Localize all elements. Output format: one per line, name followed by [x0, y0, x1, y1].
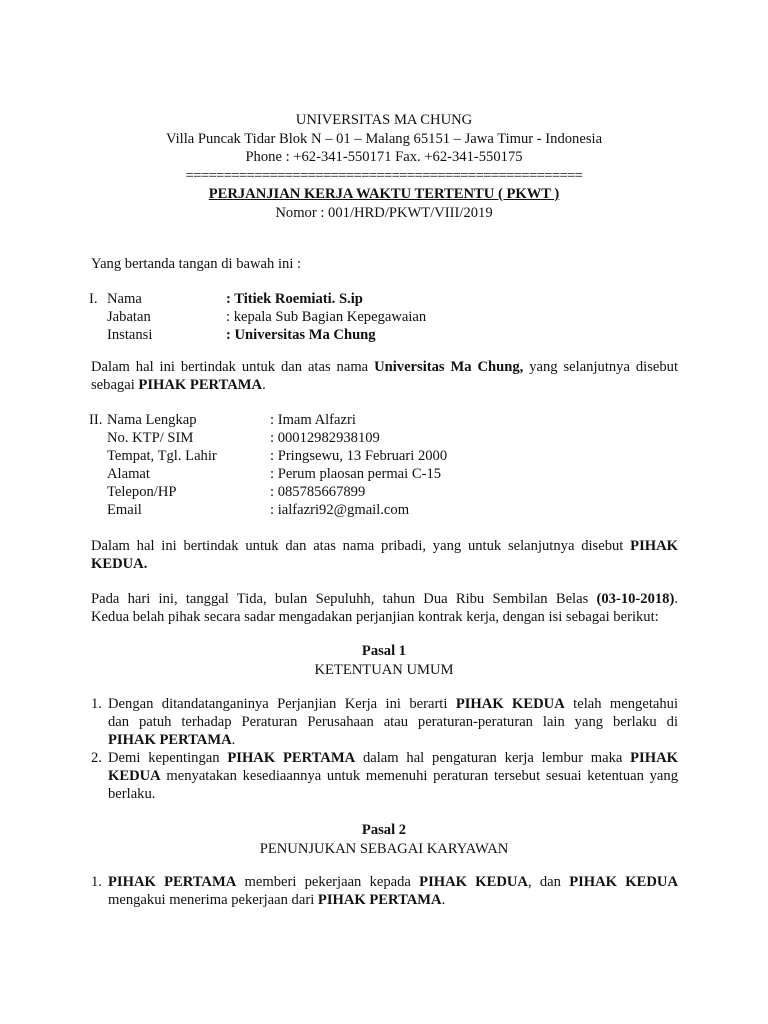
party-one-label-name: Nama [107, 291, 142, 307]
party-two-value-email: : ialfazri92@gmail.com [270, 502, 410, 518]
item-text: . [231, 732, 236, 748]
statement-text: yang selanjutnya disebut [529, 359, 679, 375]
statement-text: . [262, 377, 266, 393]
item-text: memberi pekerjaan kepada [244, 874, 411, 890]
item-bold: KEDUA [108, 768, 161, 784]
letterhead [0, 111, 768, 222]
pasal-one-number: Pasal 1 [361, 643, 407, 659]
item-number: 2. [91, 750, 102, 766]
statement-bold: KEDUA. [91, 556, 148, 572]
party-one-numeral: I. [89, 291, 98, 307]
pasal-one-title: KETENTUAN UMUM [314, 661, 454, 678]
party-two-value-id: : 00012982938109 [270, 430, 380, 446]
date-value: (03-10-2018) [596, 591, 675, 607]
party-one-value-name: : Titiek Roemiati. S.ip [226, 291, 363, 307]
item-bold: PIHAK PERTAMA [317, 892, 442, 908]
party-two-label-full-name: Nama Lengkap [107, 412, 197, 428]
item-bold: PIHAK KEDUA [419, 874, 528, 890]
party-two-value-phone: : 085785667899 [270, 484, 366, 500]
item-text: dalam hal pengaturan kerja lembur maka [362, 750, 623, 766]
intro-text: Yang bertanda tangan di bawah ini : [91, 256, 302, 272]
party-two-label-id: No. KTP/ SIM [107, 430, 194, 446]
party-two-value-full-name: : Imam Alfazri [270, 412, 356, 428]
statement-bold: PIHAK PERTAMA [138, 377, 263, 393]
party-two-value-address: : Perum plaosan permai C-15 [270, 466, 442, 482]
item-bold: PIHAK [630, 750, 678, 766]
pasal-one-item-2 [91, 749, 678, 803]
party-two-label-phone: Telepon/HP [107, 484, 177, 500]
party-one-statement [91, 358, 678, 394]
item-text: , dan [527, 874, 561, 890]
item-text: Demi kepentingan [108, 750, 220, 766]
document-title: PERJANJIAN KERJA WAKTU TERTENTU ( PKWT ) [208, 186, 560, 202]
item-bold: PIHAK PERTAMA [108, 732, 232, 748]
statement-bold: PIHAK [630, 538, 678, 554]
statement-text: sebagai [91, 377, 135, 393]
party-two-statement [91, 537, 678, 573]
pasal-two-item-1 [91, 873, 678, 909]
item-number: 1. [91, 696, 102, 712]
item-bold: PIHAK [569, 874, 618, 890]
item-text: berlaku. [108, 786, 156, 802]
institution-phone: Phone : +62-341-550171 Fax. +62-341-550175 [245, 149, 523, 165]
statement-bold: Universitas Ma Chung, [374, 359, 524, 375]
item-text: telah mengetahui [573, 696, 679, 712]
party-two-label-birth: Tempat, Tgl. Lahir [107, 448, 217, 464]
pasal-two-number: Pasal 2 [361, 822, 407, 838]
item-text: menyatakan kesediaannya untuk memenuhi peraturan tersebut sesuai ketentuan yang [166, 768, 678, 784]
institution-name: UNIVERSITAS MA CHUNG [295, 112, 473, 128]
date-text: . [674, 591, 678, 607]
header-separator: ==================================================== [185, 167, 583, 184]
item-bold: PIHAK PERTAMA [227, 750, 356, 766]
party-two-numeral: II. [89, 412, 103, 428]
item-text: . [441, 892, 446, 908]
item-bold: KEDUA [625, 874, 678, 890]
date-paragraph [91, 590, 678, 626]
pasal-one-item-1 [91, 695, 678, 749]
institution-address: Villa Puncak Tidar Blok N – 01 – Malang 65151 – Jawa Timur - Indonesia [165, 130, 603, 147]
pasal-two-title: PENUNJUKAN SEBAGAI KARYAWAN [259, 840, 509, 857]
party-two-value-birth: : Pringsewu, 13 Februari 2000 [270, 448, 448, 464]
item-text: mengakui menerima pekerjaan dari [108, 892, 315, 908]
date-text: Kedua belah pihak secara sadar mengadakan perjanjian kontrak kerja, dengan isi sebagai berikut: [91, 609, 659, 625]
pasal-one-heading [0, 642, 768, 679]
date-text: Pada hari ini, tanggal Tida, bulan Sepuluhh, tahun Dua Ribu Sembilan Belas [91, 591, 589, 607]
item-bold: PIHAK KEDUA [455, 696, 565, 712]
party-two-label-address: Alamat [107, 466, 150, 482]
item-bold: PIHAK PERTAMA [108, 874, 237, 890]
party-one-value-position: : kepala Sub Bagian Kepegawaian [226, 309, 427, 325]
party-one-value-institution: : Universitas Ma Chung [226, 327, 376, 343]
document-number: Nomor : 001/HRD/PKWT/VIII/2019 [275, 204, 493, 221]
statement-text: Dalam hal ini bertindak untuk dan atas nama [91, 359, 369, 375]
item-number: 1. [91, 874, 102, 890]
party-two-label-email: Email [107, 502, 142, 518]
item-text: Dengan ditandatanganinya Perjanjian Kerja ini berarti [108, 696, 448, 712]
party-one-label-institution: Instansi [107, 327, 153, 343]
party-one-label-position: Jabatan [107, 309, 151, 325]
statement-text: Dalam hal ini bertindak untuk dan atas nama pribadi, yang untuk selanjutnya disebut [91, 538, 624, 554]
item-text: dan patuh terhadap Peraturan Perusahaan atau peraturan-peraturan lain yang berlaku di [108, 714, 678, 730]
pasal-two-heading [0, 821, 768, 858]
